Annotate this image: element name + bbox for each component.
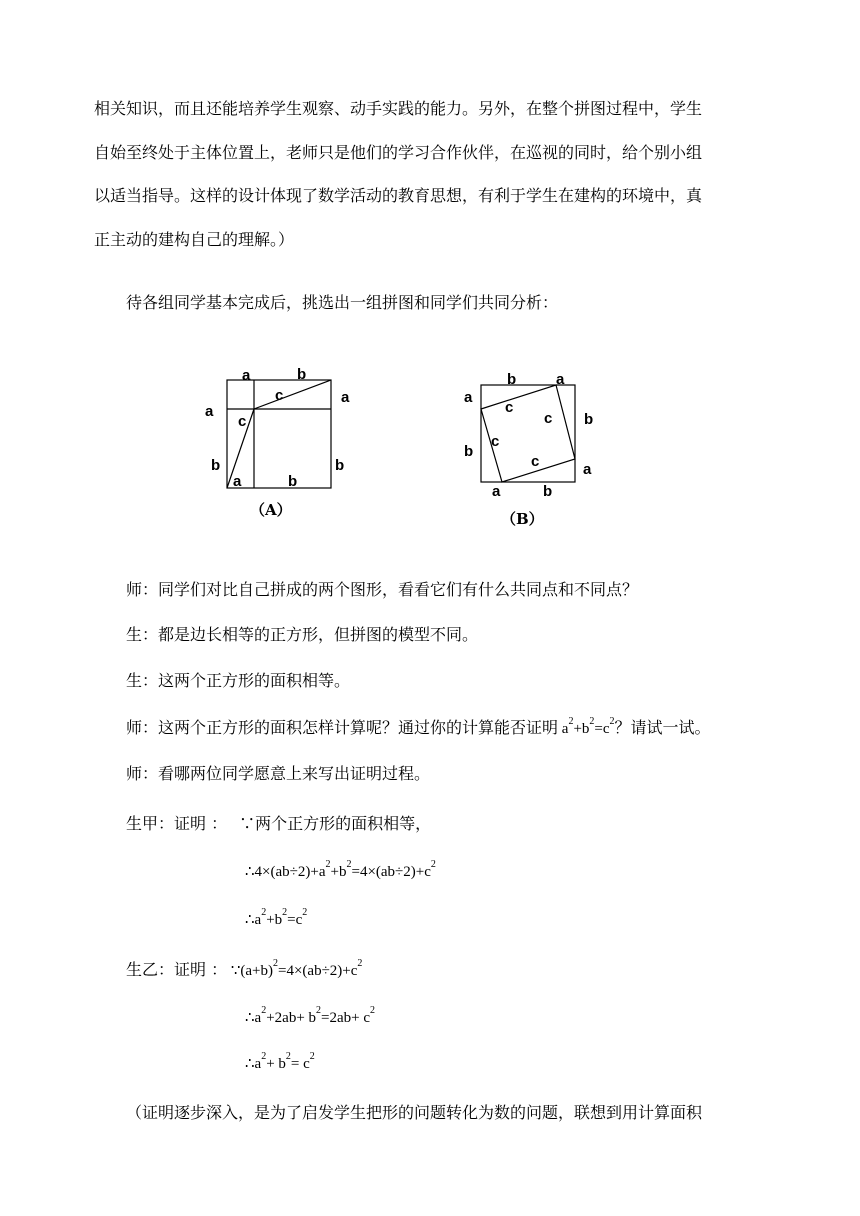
- fig-a-label-bottom-a: a: [233, 473, 242, 490]
- paragraph-1-line-1: 相关知识，而且还能培养学生观察、动手实践的能力。另外，在整个拼图过程中，学生: [94, 99, 703, 118]
- proof-jia-line-2: $\therefore 4\times(ab\div 2)+a^2+b^2=4\times(ab\div 2)+c^2$: [245, 859, 436, 880]
- fig-b-label-bottom-a: a: [492, 483, 501, 500]
- proof-yi-line-2: $\therefore a^2+2ab+ b^2=2ab+ c^2$: [245, 1005, 376, 1026]
- dialog-teacher-3: 师：看哪两位同学愿意上来写出证明过程。: [126, 764, 431, 783]
- dialog-teacher-1: 师：同学们对比自己拼成的两个图形，看看它们有什么共同点和不同点？: [126, 580, 639, 599]
- paragraph-1-line-3: 以适当指导。这样的设计体现了数学活动的教育思想，有利于学生在建构的环境中，真: [94, 186, 703, 205]
- proof-yi-heading: [126, 960, 362, 981]
- paragraph-2: 待各组同学基本完成后，挑选出一组拼图和同学们共同分析：: [126, 293, 559, 312]
- fig-b-label-c4: c: [531, 453, 540, 470]
- fig-b-label-bottom-b: b: [543, 483, 553, 500]
- figure-b: [455, 362, 625, 532]
- dialog-student-1: 生：都是边长相等的正方形，但拼图的模型不同。: [126, 625, 479, 644]
- fig-b-label-c1: c: [505, 399, 514, 416]
- fig-b-label-right-b: b: [584, 411, 594, 428]
- fig-a-label-top-a: a: [242, 367, 251, 384]
- fig-a-label-right-b: b: [335, 457, 345, 474]
- fig-b-label-left-b: b: [464, 443, 474, 460]
- dialog-teacher-2-text-post: ？请试一试。: [614, 718, 711, 737]
- fig-b-caption: （B）: [501, 510, 544, 528]
- paragraph-1-line-4: 正主动的建构自己的理解。）: [94, 230, 295, 249]
- proof-yi-head: 生乙：证明 ：: [126, 960, 228, 979]
- fig-b-label-c2: c: [544, 410, 553, 427]
- figure-a: [195, 362, 365, 522]
- fig-a-caption: （A）: [250, 501, 292, 519]
- proof-jia-line-3: $\therefore a^2+b^2=c^2$: [245, 907, 308, 928]
- paragraph-last: （证明逐步深入，是为了启发学生把形的问题转化为数的问题，联想到用计算面积: [126, 1103, 703, 1122]
- fig-a-label-c-top: c: [275, 387, 284, 404]
- dialog-student-2: 生：这两个正方形的面积相等。: [126, 671, 351, 690]
- fig-b-label-c3: c: [491, 433, 500, 450]
- fig-b-label-top-a: a: [556, 371, 565, 388]
- dialog-teacher-2: [126, 718, 711, 739]
- fig-b-label-right-a: a: [583, 461, 592, 478]
- fig-a-label-top-b: b: [297, 366, 307, 383]
- equation-pythagorean: $a^2+b^2=c^2$: [558, 716, 615, 737]
- fig-b-label-top-b: b: [507, 371, 517, 388]
- proof-jia-line-1: ∵两个正方形的面积相等，: [239, 814, 432, 833]
- fig-a-label-bottom-b: b: [288, 473, 298, 490]
- fig-a-label-left-a: a: [205, 403, 214, 420]
- fig-a-label-left-b: b: [211, 457, 221, 474]
- fig-b-label-left-a: a: [464, 389, 473, 406]
- proof-yi-line-1: $\because(a+b)^2=4\times(ab\div 2)+c^2$: [227, 958, 363, 979]
- proof-jia-head: 生甲：证明 ：: [126, 814, 228, 833]
- fig-a-label-right-a: a: [341, 389, 350, 406]
- fig-a-label-c-left: c: [238, 413, 247, 430]
- proof-yi-line-3: $\therefore a^2+ b^2= c^2$: [245, 1051, 315, 1072]
- dialog-teacher-2-text-pre: 师：这两个正方形的面积怎样计算呢？通过你的计算能否证明: [126, 718, 559, 737]
- proof-jia-heading: [126, 814, 431, 834]
- paragraph-1-line-2: 自始至终处于主体位置上，老师只是他们的学习合作伙伴，在巡视的同时，给个别小组: [94, 143, 703, 162]
